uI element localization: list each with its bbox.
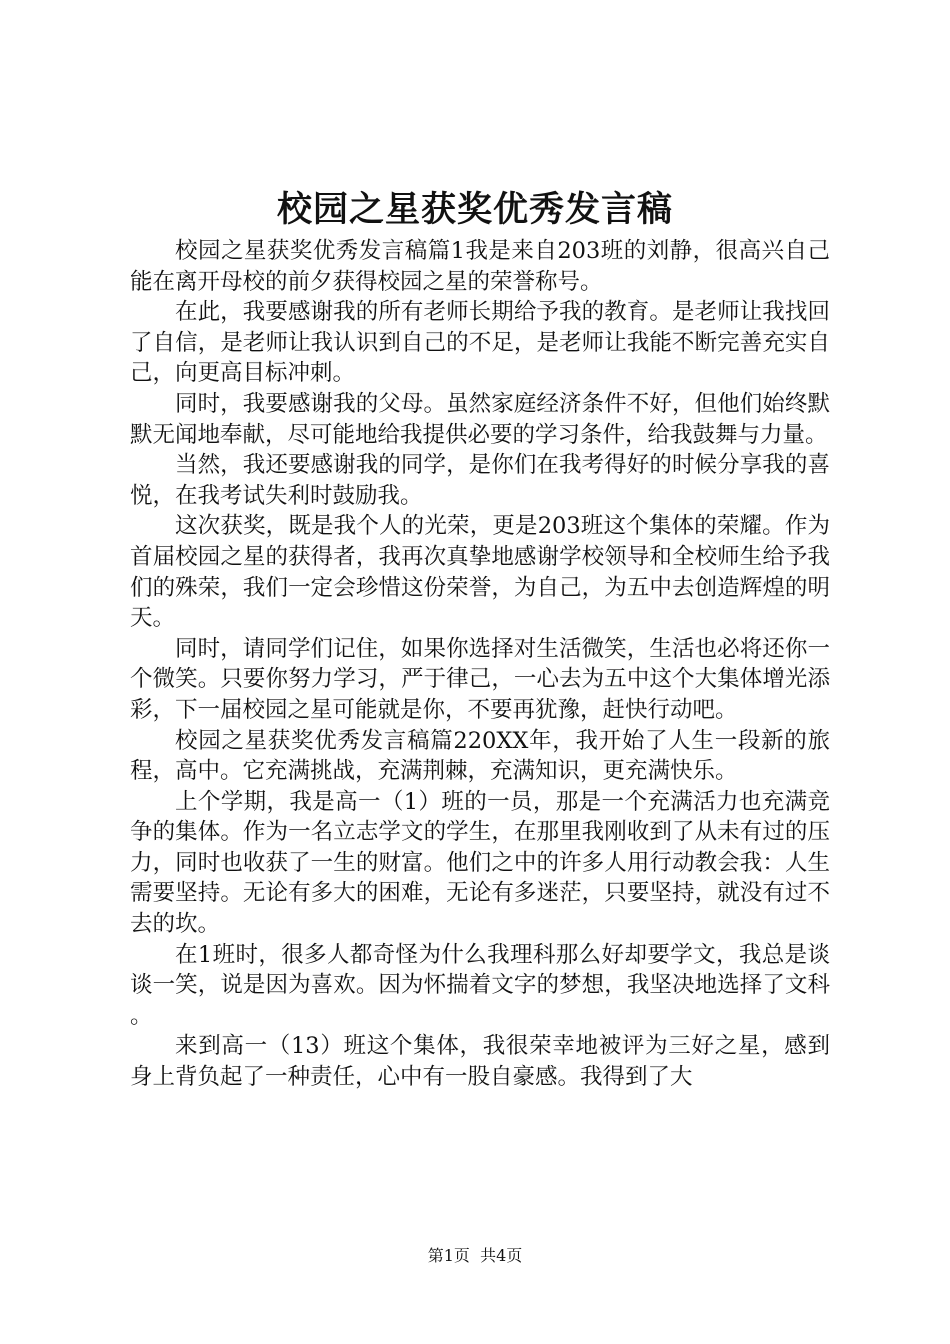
page-number: 第1页 — [427, 1246, 470, 1265]
paragraph: 校园之星获奖优秀发言稿篇1我是来自203班的刘静，很高兴自己能在离开母校的前夕获得校园之星的荣誉称号。 — [130, 238, 830, 295]
paragraph: 同时，我要感谢我的父母。虽然家庭经济条件不好，但他们始终默默无闻地奉献，尽可能地给我提供必要的学习条件，给我鼓舞与力量。 — [130, 390, 830, 448]
paragraph: 同时，请同学们记住，如果你选择对生活微笑，生活也必将还你一个微笑。只要你努力学习，严于律己，一心去为五中这个大集体增光添彩，下一届校园之星可能就是你，不要再犹豫，赶快行动吧。 — [130, 635, 830, 723]
document-body — [130, 236, 830, 1093]
paragraph: 来到高一（13）班这个集体，我很荣幸地被评为三好之星，感到身上背负起了一种责任，心中有一股自豪感。我得到了大 — [130, 1033, 830, 1091]
total-pages: 共4页 — [480, 1246, 523, 1265]
paragraph: 上个学期，我是高一（1）班的一员，那是一个充满活力也充满竞争的集体。作为一名立志学文的学生，在那里我刚收到了从未有过的压力，同时也收获了一生的财富。他们之中的许多人用行动教会我：人生需要坚持。无论有多大的困难，无论有多迷茫，只要坚持，就没有过不去的坎。 — [130, 788, 830, 938]
footer-spacer — [470, 1246, 480, 1265]
paragraph: 校园之星获奖优秀发言稿篇220XX年，我开始了人生一段新的旅程，高中。它充满挑战，充满荆棘，充满知识，更充满快乐。 — [130, 727, 830, 785]
paragraph: 在1班时，很多人都奇怪为什么我理科那么好却要学文，我总是谈谈一笑，说是因为喜欢。因为怀揣着文字的梦想，我坚决地选择了文科。 — [130, 941, 830, 1029]
document-title: 校园之星获奖优秀发言稿 — [276, 189, 673, 230]
paragraph: 当然，我还要感谢我的同学，是你们在我考得好的时候分享我的喜悦，在我考试失利时鼓励我。 — [130, 452, 830, 509]
page-footer — [0, 1245, 950, 1267]
paragraph: 在此，我要感谢我的所有老师长期给予我的教育。是老师让我找回了自信，是老师让我认识到自己的不足，是老师让我能不断完善充实自己，向更高目标冲刺。 — [130, 299, 830, 387]
paragraph: 这次获奖，既是我个人的光荣，更是203班这个集体的荣耀。作为首届校园之星的获得者，我再次真挚地感谢学校领导和全校师生给予我们的殊荣，我们一定会珍惜这份荣誉，为自己，为五中去创造辉煌的明天。 — [130, 513, 830, 632]
